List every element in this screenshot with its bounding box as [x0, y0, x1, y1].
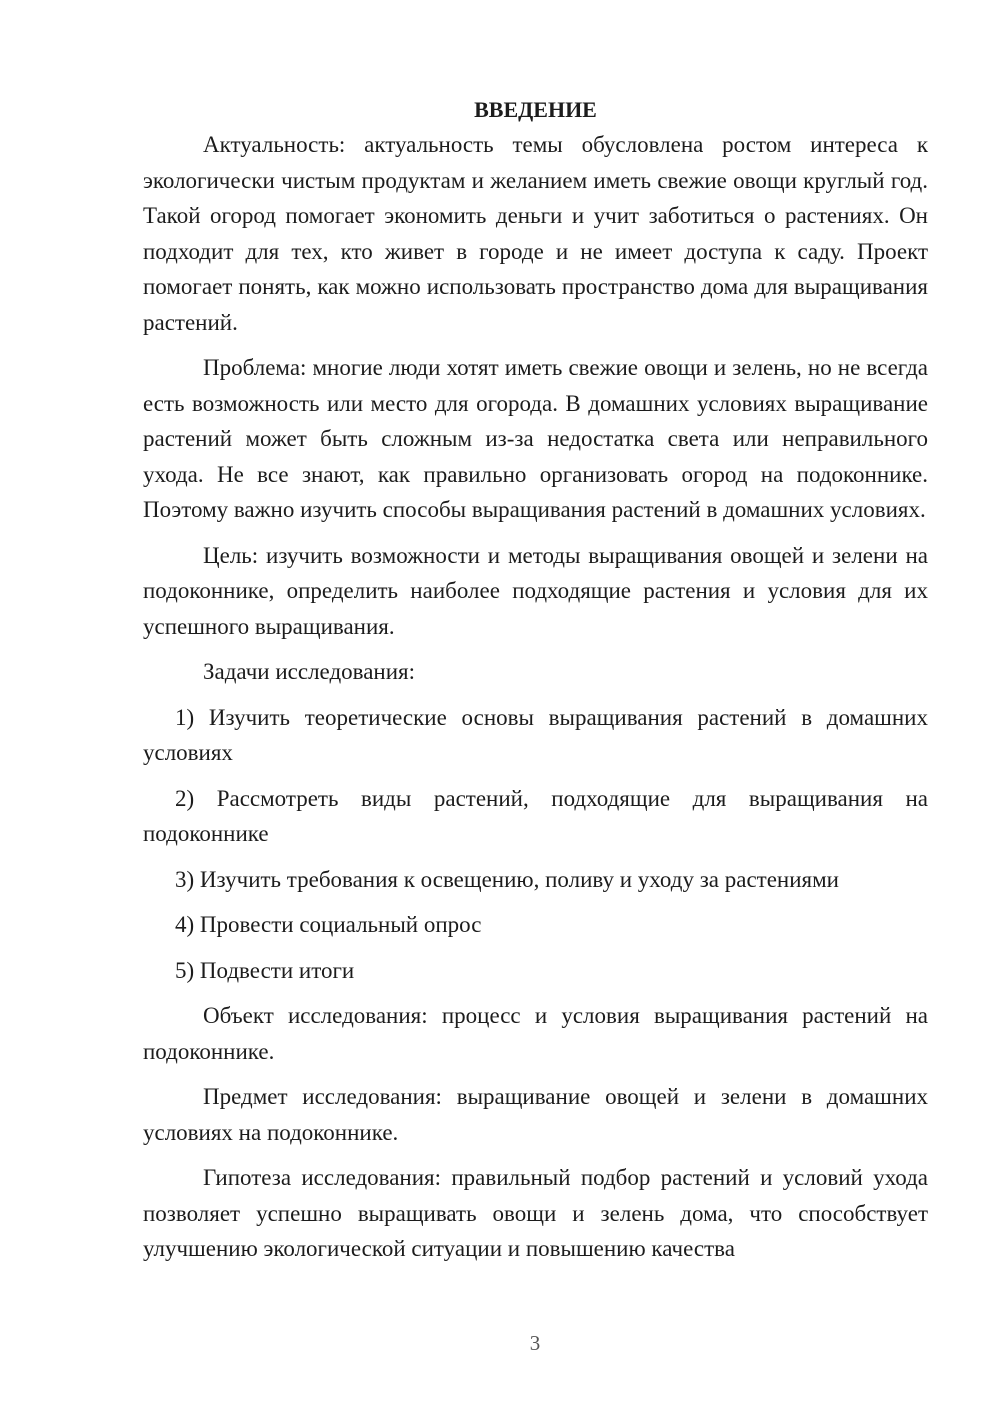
- task-item: 3) Изучить требования к освещению, поливу и уходу за растениями: [175, 866, 839, 892]
- task-item: 2) Рассмотреть виды растений, подходящие для выращивания на подоконнике: [143, 785, 928, 846]
- task-item: 4) Провести социальный опрос: [175, 912, 482, 937]
- paragraph-relevance: Актуальность: актуальность темы обусловлена ростом интереса к экологически чистым продуктам и желанием иметь свежие овощи круглый год. Такой огород помогает экономить деньги и учит заботиться о растениях. Он подходит для тех, кто живет в городе и не имеет доступа к саду. Проект помогает понять, как можно использовать пространство дома для выращивания растений.: [143, 132, 928, 335]
- page-content: [143, 93, 928, 1267]
- paragraph-object: Объект исследования: процесс и условия выращивания растений на подоконнике.: [143, 1003, 928, 1064]
- paragraph-problem: Проблема: многие люди хотят иметь свежие овощи и зелень, но не всегда есть возможность или место для огорода. В домашних условиях выращивание растений может быть сложным из-за недостатка света или неправильного ухода. Не все знают, как правильно организовать огород на подоконнике. Поэтому важно изучить способы выращивания растений в домашних условиях.: [143, 355, 928, 522]
- page-number: 3: [529, 1331, 541, 1355]
- paragraph-subject: Предмет исследования: выращивание овощей и зелени в домашних условиях на подоконнике.: [143, 1084, 928, 1145]
- task-item: 1) Изучить теоретические основы выращивания растений в домашних условиях: [143, 704, 928, 765]
- paragraph-tasks-heading: Задачи исследования:: [203, 659, 416, 684]
- task-item: 5) Подвести итоги: [175, 957, 355, 983]
- section-title: ВВЕДЕНИЕ: [474, 97, 597, 122]
- paragraph-goal: Цель: изучить возможности и методы выращивания овощей и зелени на подоконнике, определить наиболее подходящие растения и условия для их успешного выращивания.: [143, 542, 928, 639]
- paragraph-hypothesis: Гипотеза исследования: правильный подбор растений и условий ухода позволяет успешно выращивать овощи и зелень дома, что способствует улучшению экологической ситуации и повышению качества: [143, 1165, 928, 1261]
